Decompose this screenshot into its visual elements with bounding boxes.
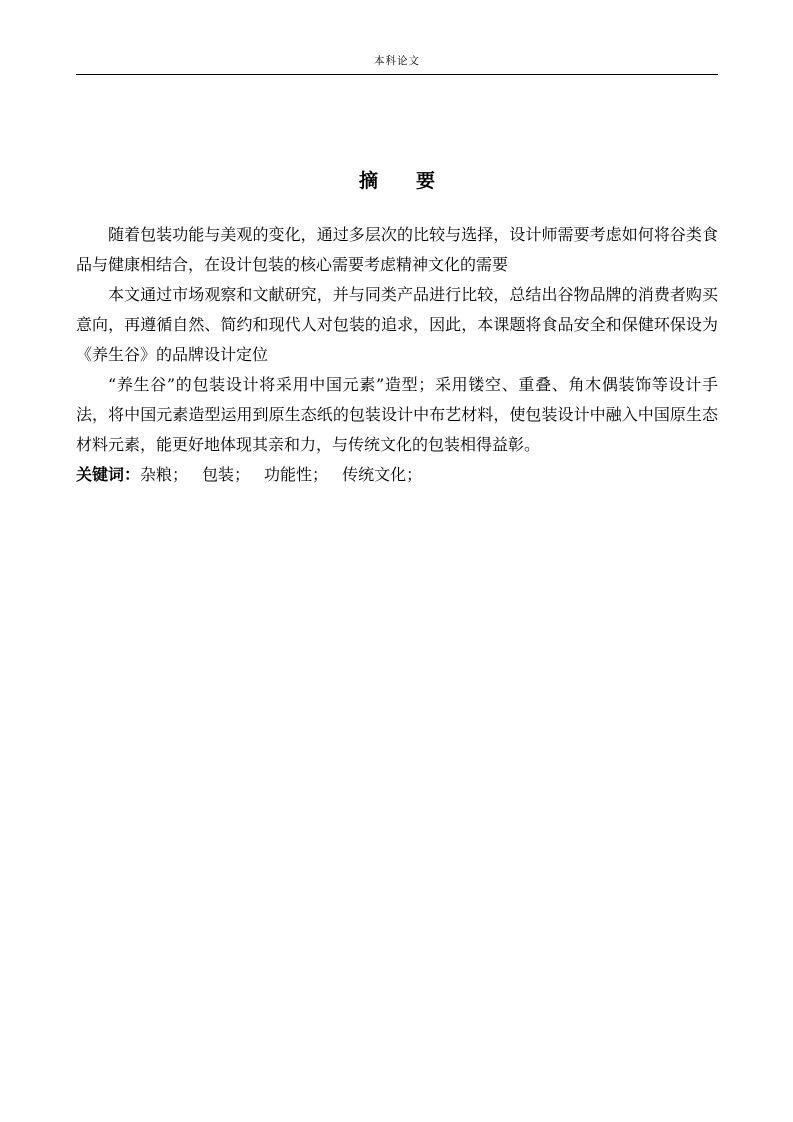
keywords-line	[76, 460, 718, 490]
abstract-title-char-1: 摘	[358, 170, 378, 192]
abstract-body	[76, 220, 718, 490]
page-header	[76, 52, 718, 75]
abstract-paragraph-3: “养生谷”的包装设计将采用中国元素”造型；采用镂空、重叠、角木偶装饰等设计手法，将中国元素造型运用到原生态纸的包装设计中布艺材料，使包装设计中融入中国原生态材料元素，能更好地体现其亲和力，与传统文化的包装相得益彰。	[76, 375, 718, 454]
keyword-item: 杂粮；	[140, 465, 189, 484]
keyword-item: 包装；	[202, 465, 251, 484]
keyword-item: 传统文化；	[342, 465, 423, 484]
abstract-title	[76, 167, 718, 195]
header-title: 本科论文	[374, 55, 420, 67]
keyword-item: 功能性；	[264, 465, 329, 484]
abstract-title-char-2: 要	[416, 170, 436, 192]
abstract-paragraph-2: 本文通过市场观察和文献研究，并与同类产品进行比较，总结出谷物品牌的消费者购买意向，再遵循自然、简约和现代人对包装的追求，因此，本课题将食品安全和保健环保设为《养生谷》的品牌设计定位	[76, 285, 718, 364]
abstract-paragraph-1: 随着包装功能与美观的变化，通过多层次的比较与选择，设计师需要考虑如何将谷类食品与健康相结合，在设计包装的核心需要考虑精神文化的需要	[76, 225, 718, 274]
keywords-label: 关键词：	[76, 465, 141, 484]
